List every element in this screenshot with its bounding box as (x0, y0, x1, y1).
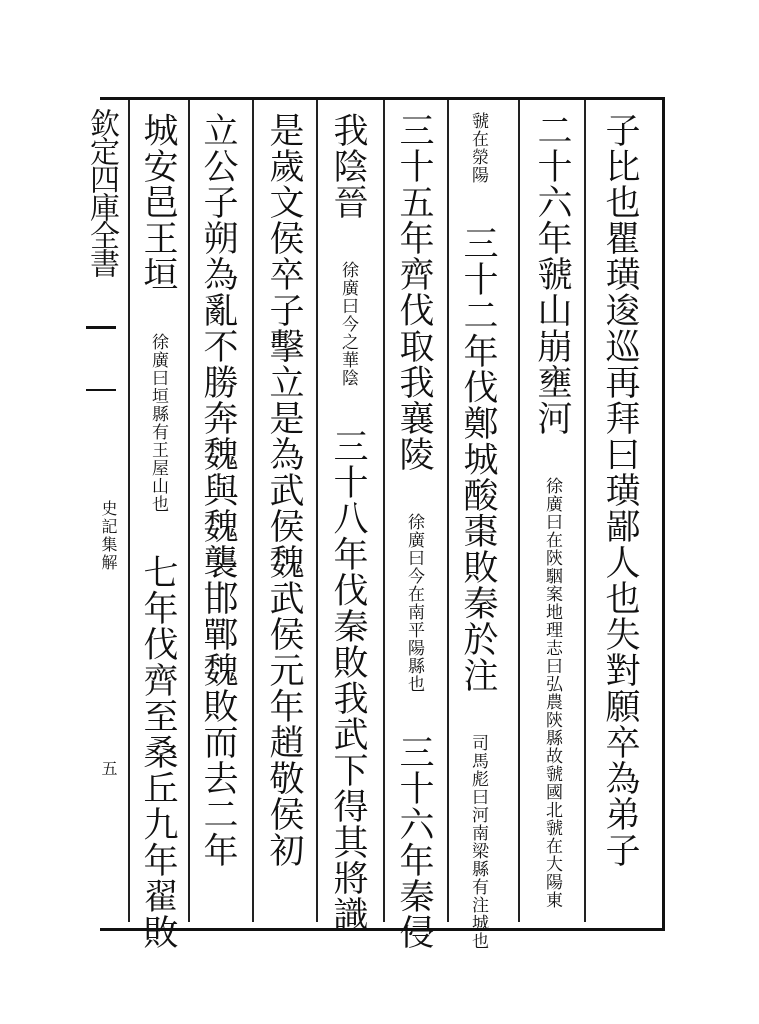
commentary-note: 徐廣曰在陝駰案地理志曰弘農陝縣故虢國北虢在大陽東 (542, 477, 562, 909)
column-rule (252, 100, 254, 922)
column-rule (128, 100, 130, 922)
fishtail-mark (86, 326, 116, 391)
text-column-2 (532, 112, 572, 909)
main-text: 三十二年伐鄭城酸棗敗秦於注 (458, 225, 498, 693)
main-text: 三十五年齊伐取我襄陵 (394, 112, 434, 472)
commentary-note: 徐廣曰今之華陰 (338, 261, 358, 387)
column-rule (383, 100, 385, 922)
column-rule (518, 100, 520, 922)
commentary-note: 徐廣曰垣縣有王屋山也 (148, 333, 168, 513)
main-text: 城安邑王垣 (138, 112, 178, 292)
main-text: 三十八年伐秦敗我武下得其將識 (328, 428, 368, 932)
column-rule (584, 100, 586, 922)
text-column-5 (328, 112, 368, 932)
spine-page-number: 五 (99, 760, 118, 776)
text-column-7 (198, 112, 238, 868)
main-text: 立公子朔為亂不勝奔魏與魏襲邯鄲魏敗而去二年 (198, 112, 238, 868)
column-rule (316, 100, 318, 922)
main-text: 是歲文侯卒子擊立是為武侯魏武侯元年趙敬侯初 (264, 112, 304, 868)
main-text: 七年伐齊至桑丘九年翟敗 (138, 554, 178, 950)
main-text: 二十六年虢山崩壅河 (532, 112, 572, 436)
spine-book-title: 史記集解 (99, 500, 118, 572)
main-text: 三十六年秦侵 (394, 734, 434, 950)
text-column-6 (264, 112, 304, 868)
text-column-8 (138, 112, 178, 950)
column-rule (188, 100, 190, 922)
main-text: 我陰晉 (328, 112, 368, 220)
text-column-3 (458, 112, 498, 950)
spine-title: 欽定四庫全書 (84, 108, 119, 276)
text-column-1 (600, 112, 640, 868)
commentary-note: 司馬彪曰河南梁縣有注城也 (468, 734, 488, 950)
text-column-4 (394, 112, 434, 950)
commentary-note: 虢在滎陽 (468, 112, 488, 184)
commentary-note: 徐廣曰今在南平陽縣也 (404, 513, 424, 693)
column-rule (447, 100, 449, 922)
main-text: 子比也瞿璜逡巡再拜曰璜鄙人也失對願卒為弟子 (600, 112, 640, 868)
